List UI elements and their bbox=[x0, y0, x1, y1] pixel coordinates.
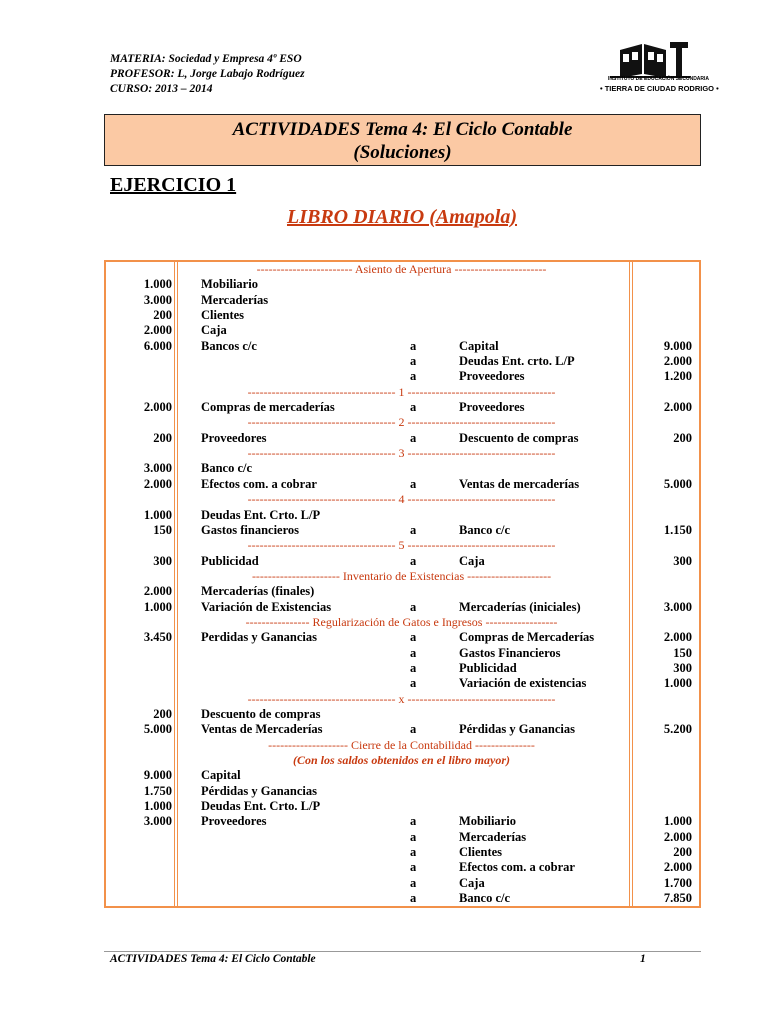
debit-account: Capital bbox=[201, 768, 241, 783]
debit-amount: 3.000 bbox=[143, 814, 172, 829]
debit-account: Mercaderías bbox=[201, 292, 269, 307]
a-marker: a bbox=[410, 476, 417, 491]
journal-row bbox=[104, 308, 701, 323]
journal-row bbox=[104, 339, 701, 354]
debit-amount: 1.000 bbox=[143, 507, 172, 522]
separator-text: ------------------------------------- 4 ------------------------------------- bbox=[247, 492, 556, 507]
journal-row bbox=[104, 461, 701, 476]
journal-heading-text: LIBRO DIARIO (Amapola) bbox=[286, 206, 518, 228]
credit-amount: 5.200 bbox=[663, 722, 692, 737]
journal-row bbox=[104, 554, 701, 569]
journal-row bbox=[104, 400, 701, 415]
journal-row bbox=[104, 830, 701, 845]
debit-account: Publicidad bbox=[201, 553, 259, 568]
debit-amount: 2.000 bbox=[143, 323, 172, 338]
journal-row bbox=[104, 722, 701, 737]
credit-account: Mercaderías (iniciales) bbox=[459, 599, 581, 614]
a-marker: a bbox=[410, 369, 417, 384]
credit-account: Publicidad bbox=[459, 660, 517, 675]
credit-amount: 1.200 bbox=[663, 369, 692, 384]
course-line: CURSO: 2013 – 2014 bbox=[110, 83, 213, 95]
debit-account: Caja bbox=[201, 323, 227, 338]
debit-amount: 200 bbox=[153, 308, 172, 323]
credit-amount: 300 bbox=[673, 553, 692, 568]
credit-amount: 1.000 bbox=[663, 676, 692, 691]
debit-amount: 2.000 bbox=[143, 584, 172, 599]
journal-row bbox=[104, 584, 701, 599]
teacher-line: PROFESOR: L, Jorge Labajo Rodríguez bbox=[110, 68, 305, 80]
journal-separator bbox=[104, 262, 701, 277]
credit-account: Pérdidas y Ganancias bbox=[459, 722, 575, 737]
debit-amount: 200 bbox=[153, 430, 172, 445]
a-marker: a bbox=[410, 630, 417, 645]
journal-row bbox=[104, 523, 701, 538]
debit-account: Deudas Ent. Crto. L/P bbox=[201, 799, 321, 814]
debit-amount: 150 bbox=[153, 522, 172, 537]
separator-text: ---------------- Regularización de Gatos e Ingresos ------------------ bbox=[245, 614, 558, 629]
debit-amount: 5.000 bbox=[143, 722, 172, 737]
credit-amount: 5.000 bbox=[663, 476, 692, 491]
a-marker: a bbox=[410, 430, 417, 445]
document-header bbox=[110, 52, 305, 97]
journal-row bbox=[104, 477, 701, 492]
separator-text: ---------------------- Inventario de Existencias --------------------- bbox=[251, 568, 552, 583]
journal-row bbox=[104, 354, 701, 369]
credit-account: Variación de existencias bbox=[459, 676, 587, 691]
debit-account: Compras de mercaderías bbox=[201, 400, 335, 415]
journal-row bbox=[104, 646, 701, 661]
logo-caption-small: INSTITUTO DE EDUCACIÓN SECUNDARIA bbox=[608, 76, 710, 82]
debit-amount: 1.750 bbox=[143, 783, 172, 798]
journal-row bbox=[104, 676, 701, 691]
journal-separator bbox=[104, 385, 701, 400]
subject-line: MATERIA: Sociedad y Empresa 4º ESO bbox=[110, 53, 302, 65]
journal-separator bbox=[104, 738, 701, 753]
credit-amount: 200 bbox=[673, 430, 692, 445]
credit-amount: 3.000 bbox=[663, 599, 692, 614]
journal-row bbox=[104, 369, 701, 384]
title-box bbox=[104, 114, 701, 166]
journal-row bbox=[104, 799, 701, 814]
credit-amount: 1.150 bbox=[663, 522, 692, 537]
journal-row bbox=[104, 293, 701, 308]
credit-account: Deudas Ent. crto. L/P bbox=[459, 354, 575, 369]
journal-separator bbox=[104, 569, 701, 584]
debit-account: Descuento de compras bbox=[201, 706, 321, 721]
debit-amount: 1.000 bbox=[143, 277, 172, 292]
journal-row bbox=[104, 845, 701, 860]
debit-account: Pérdidas y Ganancias bbox=[201, 783, 317, 798]
journal-entries bbox=[104, 262, 701, 906]
credit-account: Proveedores bbox=[459, 369, 525, 384]
journal-row bbox=[104, 661, 701, 676]
debit-amount: 1.000 bbox=[143, 599, 172, 614]
debit-amount: 300 bbox=[153, 553, 172, 568]
separator-text: ------------------------------------- x ------------------------------------- bbox=[247, 691, 556, 706]
separator-note: (Con los saldos obtenidos en el libro mayor) bbox=[292, 753, 510, 767]
credit-amount: 2.000 bbox=[663, 400, 692, 415]
debit-amount: 2.000 bbox=[143, 476, 172, 491]
separator-text: ------------------------------------- 2 ------------------------------------- bbox=[247, 415, 556, 430]
credit-account: Compras de Mercaderías bbox=[459, 630, 595, 645]
debit-account: Perdidas y Ganancias bbox=[201, 630, 317, 645]
a-marker: a bbox=[410, 860, 417, 875]
journal-row bbox=[104, 768, 701, 783]
journal-row bbox=[104, 508, 701, 523]
debit-account: Bancos c/c bbox=[201, 338, 257, 353]
credit-amount: 200 bbox=[673, 845, 692, 860]
credit-account: Caja bbox=[459, 875, 485, 890]
a-marker: a bbox=[410, 875, 417, 890]
credit-amount: 7.850 bbox=[663, 891, 692, 906]
journal-row bbox=[104, 814, 701, 829]
journal-separator bbox=[104, 492, 701, 507]
a-marker: a bbox=[410, 814, 417, 829]
credit-account: Descuento de compras bbox=[459, 430, 579, 445]
debit-account: Deudas Ent. Crto. L/P bbox=[201, 507, 321, 522]
credit-account: Capital bbox=[459, 338, 499, 353]
a-marker: a bbox=[410, 338, 417, 353]
debit-amount: 9.000 bbox=[143, 768, 172, 783]
credit-account: Mobiliario bbox=[459, 814, 516, 829]
credit-account: Gastos Financieros bbox=[459, 645, 561, 660]
credit-amount: 300 bbox=[673, 660, 692, 675]
credit-account: Caja bbox=[459, 553, 485, 568]
a-marker: a bbox=[410, 845, 417, 860]
debit-account: Mobiliario bbox=[201, 277, 258, 292]
a-marker: a bbox=[410, 676, 417, 691]
journal-separator bbox=[104, 538, 701, 553]
journal-row bbox=[104, 323, 701, 338]
credit-account: Clientes bbox=[459, 845, 503, 860]
separator-text: ------------------------------------- 5 ------------------------------------- bbox=[247, 538, 556, 553]
journal-row bbox=[104, 707, 701, 722]
footer-text: ACTIVIDADES Tema 4: El Ciclo Contable bbox=[110, 953, 316, 965]
credit-amount: 2.000 bbox=[663, 860, 692, 875]
debit-amount: 3.000 bbox=[143, 461, 172, 476]
credit-account: Efectos com. a cobrar bbox=[459, 860, 575, 875]
separator-text: -------------------- Cierre de la Contabilidad --------------- bbox=[268, 737, 535, 752]
credit-amount: 1.000 bbox=[663, 814, 692, 829]
credit-account: Ventas de mercaderías bbox=[459, 476, 580, 491]
credit-amount: 2.000 bbox=[663, 829, 692, 844]
school-logo bbox=[600, 40, 719, 102]
journal-row bbox=[104, 891, 701, 906]
debit-amount: 6.000 bbox=[143, 338, 172, 353]
journal-separator bbox=[104, 615, 701, 630]
credit-amount: 1.700 bbox=[663, 875, 692, 890]
a-marker: a bbox=[410, 829, 417, 844]
debit-account: Efectos com. a cobrar bbox=[201, 476, 317, 491]
journal-separator bbox=[104, 753, 701, 768]
a-marker: a bbox=[410, 722, 417, 737]
page-subtitle: (Soluciones) bbox=[353, 142, 452, 163]
separator-text: ------------------------------------- 1 ------------------------------------- bbox=[247, 384, 556, 399]
journal-separator bbox=[104, 692, 701, 707]
credit-amount: 2.000 bbox=[663, 354, 692, 369]
debit-amount: 3.450 bbox=[143, 630, 172, 645]
journal-row bbox=[104, 277, 701, 292]
a-marker: a bbox=[410, 599, 417, 614]
credit-account: Banco c/c bbox=[459, 522, 511, 537]
journal-row bbox=[104, 431, 701, 446]
debit-account: Clientes bbox=[201, 308, 245, 323]
a-marker: a bbox=[410, 522, 417, 537]
debit-account: Banco c/c bbox=[201, 461, 253, 476]
a-marker: a bbox=[410, 645, 417, 660]
credit-amount: 150 bbox=[673, 645, 692, 660]
journal-separator bbox=[104, 415, 701, 430]
journal-row bbox=[104, 784, 701, 799]
school-logo-icon bbox=[600, 40, 700, 80]
journal-row bbox=[104, 630, 701, 645]
credit-account: Mercaderías bbox=[459, 829, 527, 844]
debit-amount: 2.000 bbox=[143, 400, 172, 415]
debit-amount: 200 bbox=[153, 706, 172, 721]
a-marker: a bbox=[410, 891, 417, 906]
a-marker: a bbox=[410, 660, 417, 675]
page-number: 1 bbox=[640, 953, 646, 965]
logo-caption: • TIERRA DE CIUDAD RODRIGO • bbox=[600, 84, 719, 93]
debit-account: Gastos financieros bbox=[201, 522, 300, 537]
debit-amount: 3.000 bbox=[143, 292, 172, 307]
journal-heading bbox=[0, 206, 768, 229]
credit-account: Proveedores bbox=[459, 400, 525, 415]
journal-row bbox=[104, 600, 701, 615]
debit-account: Proveedores bbox=[201, 814, 267, 829]
debit-account: Proveedores bbox=[201, 430, 267, 445]
credit-amount: 9.000 bbox=[663, 338, 692, 353]
page-title: ACTIVIDADES Tema 4: El Ciclo Contable bbox=[232, 119, 573, 140]
credit-account: Banco c/c bbox=[459, 891, 511, 906]
a-marker: a bbox=[410, 400, 417, 415]
debit-account: Variación de Existencias bbox=[201, 599, 332, 614]
a-marker: a bbox=[410, 354, 417, 369]
journal-separator bbox=[104, 446, 701, 461]
journal-row bbox=[104, 860, 701, 875]
credit-amount: 2.000 bbox=[663, 630, 692, 645]
a-marker: a bbox=[410, 553, 417, 568]
footer-divider bbox=[104, 951, 701, 952]
separator-text: ------------------------------------- 3 ------------------------------------- bbox=[247, 446, 556, 461]
exercise-heading: EJERCICIO 1 bbox=[110, 174, 237, 196]
debit-account: Mercaderías (finales) bbox=[201, 584, 315, 599]
separator-text: ------------------------ Asiento de Apertura ----------------------- bbox=[256, 262, 547, 276]
debit-account: Ventas de Mercaderías bbox=[201, 722, 323, 737]
journal-row bbox=[104, 876, 701, 891]
debit-amount: 1.000 bbox=[143, 799, 172, 814]
